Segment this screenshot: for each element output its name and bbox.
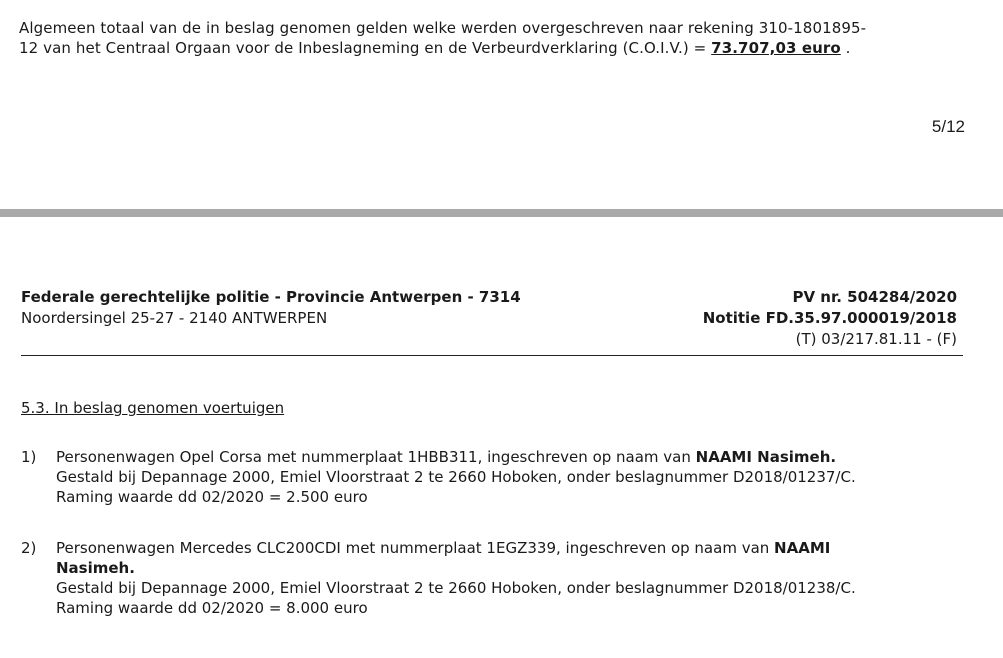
list-item-valuation: Raming waarde dd 02/2020 = 8.000 euro	[56, 599, 368, 617]
header-right	[703, 287, 957, 350]
summary-amount: 73.707,03 euro	[711, 39, 841, 57]
list-item-location: Gestald bij Depannage 2000, Emiel Vloorstraat 2 te 2660 Hoboken, onder beslagnummer D2018/01238/C.	[56, 579, 856, 597]
header-pv-number: PV nr. 504284/2020	[792, 288, 957, 306]
page-break-divider	[0, 209, 1003, 217]
list-item	[21, 538, 981, 618]
page-number: 5/12	[931, 117, 965, 136]
vehicle-owner: NAAMI Nasimeh.	[695, 448, 837, 466]
vehicle-owner: NAAMI	[774, 539, 831, 557]
header-notitie: Notitie FD.35.97.000019/2018	[702, 309, 957, 327]
summary-paragraph	[19, 18, 866, 58]
list-item	[21, 447, 981, 507]
summary-line-2	[19, 38, 866, 58]
list-item-body	[56, 538, 981, 618]
header-address: Noordersingel 25-27 - 2140 ANTWERPEN	[21, 309, 328, 327]
vehicle-description: Personenwagen Opel Corsa met nummerplaat 1HBB311, ingeschreven op naam van	[56, 448, 696, 466]
header-organization: Federale gerechtelijke politie - Provincie Antwerpen - 7314	[21, 288, 521, 306]
list-item-number: 2)	[21, 539, 37, 557]
summary-line-1: Algemeen totaal van de in beslag genomen gelden welke werden overgeschreven naar rekening 310-1801895-	[19, 19, 867, 37]
list-item-line-1	[56, 447, 981, 467]
list-item-line-1	[56, 538, 981, 558]
summary-trail: .	[840, 39, 851, 57]
vehicle-owner-continued: Nasimeh.	[56, 559, 135, 577]
list-item-valuation: Raming waarde dd 02/2020 = 2.500 euro	[56, 488, 368, 506]
vehicle-description: Personenwagen Mercedes CLC200CDI met nummerplaat 1EGZ339, ingeschreven op naam van	[56, 539, 775, 557]
header-left	[21, 287, 521, 329]
list-item-number: 1)	[21, 448, 37, 466]
list-item-body	[56, 447, 981, 507]
header-divider	[21, 355, 963, 356]
section-title: 5.3. In beslag genomen voertuigen	[21, 399, 285, 417]
summary-line-2-text: 12 van het Centraal Orgaan voor de Inbeslagneming en de Verbeurdverklaring (C.O.I.V.) =	[19, 39, 712, 57]
header-phone: (T) 03/217.81.11 - (F)	[795, 330, 957, 348]
list-item-location: Gestald bij Depannage 2000, Emiel Vloorstraat 2 te 2660 Hoboken, onder beslagnummer D2018/01237/C.	[56, 468, 856, 486]
